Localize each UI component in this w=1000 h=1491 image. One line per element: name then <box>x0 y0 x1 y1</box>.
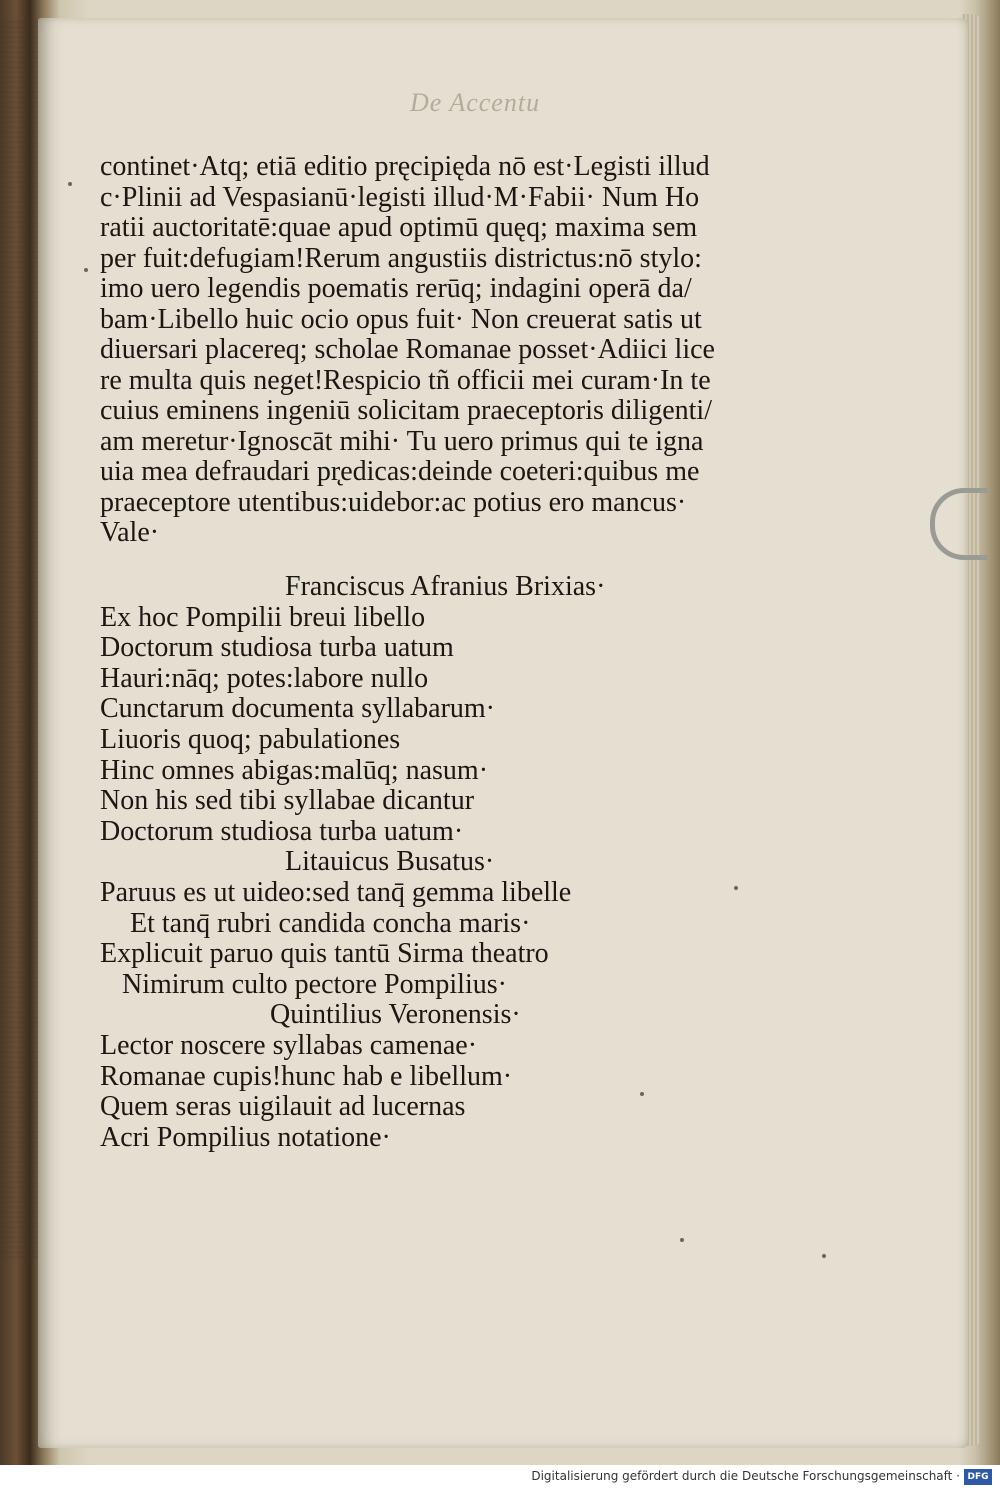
verse-line: Cunctarum documenta syllabarum· <box>100 693 495 725</box>
verse-line: Explicuit paruo quis tantū Sirma theatro <box>100 938 549 970</box>
ink-speck <box>734 886 738 890</box>
verse-line: Acri Pompilius notatione· <box>100 1121 391 1153</box>
poem-heading: Quintilius Veronensis· <box>270 999 521 1031</box>
verse-line: Et tanq̄ rubri candida concha maris· <box>130 907 531 939</box>
verse-line: Doctorum studiosa turba uatum <box>100 632 454 664</box>
ink-speck <box>680 1238 684 1242</box>
verse-line: Ex hoc Pompilii breui libello <box>100 601 426 633</box>
prose-line: cuius eminens ingeniū solicitam praeceptoris diligenti/ <box>100 395 712 426</box>
verse-line: Liuoris quoq; pabulationes <box>100 723 401 755</box>
ink-speck <box>640 1092 644 1096</box>
ink-speck <box>68 182 72 186</box>
prose-line: am meretur·Ignoscāt mihi· Tu uero primus qui te igna <box>100 425 704 457</box>
verse-line: Doctorum studiosa turba uatum· <box>100 815 464 847</box>
verse-line: Romanae cupis!hunc hab e libellum· <box>100 1060 513 1092</box>
prose-line: praeceptore utentibus:uidebor:ac potius ero mancus· <box>100 486 687 518</box>
ink-speck <box>84 268 88 272</box>
verse-line: Hinc omnes abigas:malūq; nasum· <box>100 754 489 786</box>
prose-line: continet·Atq; etiā editio pręcipięda nō est·Legisti illud <box>100 151 710 182</box>
page-clip <box>930 488 988 560</box>
verse-line: Nimirum culto pectore Pompilius· <box>122 968 507 1000</box>
verse-line: Non his sed tibi syllabae dicantur <box>100 785 475 817</box>
dfg-logo: DFG <box>964 1469 992 1485</box>
verse-line: Paruus es ut uideo:sed tanq̄ gemma libelle <box>100 876 572 908</box>
poem-heading: Litauicus Busatus· <box>285 846 495 878</box>
verse-line: Lector noscere syllabas camenae· <box>100 1029 478 1061</box>
verse-block <box>100 572 720 1153</box>
prose-line: Vale· <box>100 517 160 548</box>
footer-bar <box>0 1465 1000 1491</box>
ink-speck <box>822 1254 826 1258</box>
verse-line: Hauri:nāq; potes:labore nullo <box>100 662 429 694</box>
prose-block <box>100 152 720 549</box>
prose-line: imo uero legendis poematis rerūq; indagini operā da/ <box>100 273 692 304</box>
prose-line: re multa quis neget!Respicio tñ officii mei curam·In te <box>100 364 711 396</box>
prose-line: c·Plinii ad Vespasianū·legisti illud·M·Fabii· Num Ho <box>100 181 700 213</box>
prose-line: uia mea defraudari pr̨edicas:deinde coeteri:quibus me <box>100 456 700 487</box>
running-head: De Accentu <box>410 88 541 117</box>
prose-line: bam·Libello huic ocio opus fuit· Non creuerat satis ut <box>100 303 702 335</box>
prose-line: diuersari placereq; scholae Romanae posset·Adiici lice <box>100 334 715 365</box>
prose-line: ratii auctoritatē:quae apud optimū quęq; maxima sem <box>100 212 698 243</box>
poem-heading: Franciscus Afranius Brixias· <box>285 571 606 602</box>
prose-line: per fuit:defugiam!Rerum angustiis districtus:nō stylo: <box>100 242 702 274</box>
footer-credit: Digitalisierung gefördert durch die Deutsche Forschungsgemeinschaft · <box>531 1469 960 1483</box>
verse-line: Quem seras uigilauit ad lucernas <box>100 1091 466 1123</box>
